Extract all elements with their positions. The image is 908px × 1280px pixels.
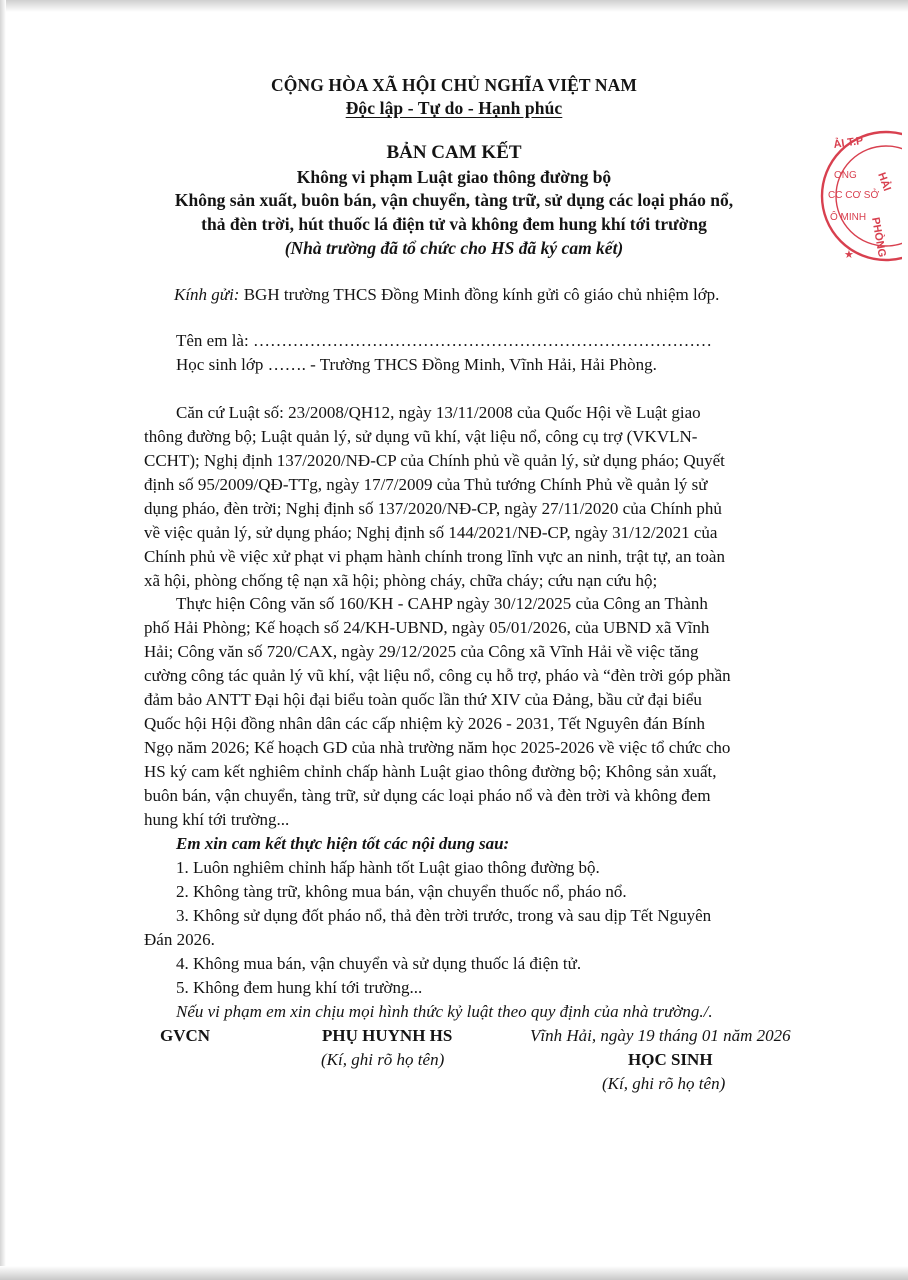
commitment-closing: Nếu vi phạm em xin chịu mọi hình thức kỷ luật theo quy định của nhà trường./. xyxy=(176,1002,713,1021)
body-para1-line: định số 95/2009/QĐ-TTg, ngày 17/7/2009 của Thủ tướng Chính Phủ về quản lý sử xyxy=(144,475,708,494)
stamp-text-inner-1: ONG xyxy=(834,170,857,181)
body-para2-line: hung khí tới trường... xyxy=(144,810,290,829)
stamp-text-right-2: PHÒNG xyxy=(869,216,888,259)
stamp-text-inner-3: Ô MINH xyxy=(830,212,867,223)
document-title: BẢN CAM KẾT xyxy=(386,142,522,163)
commitment-item-continued: Đán 2026. xyxy=(144,930,215,949)
commitment-item: 3. Không sử dụng đốt pháo nổ, thả đèn trời trước, trong và sau dịp Tết Nguyên xyxy=(176,906,712,925)
address-label: Kính gửi: xyxy=(174,285,240,304)
signature-parent-label: PHỤ HUYNH HS xyxy=(322,1026,453,1045)
commitment-item: 1. Luôn nghiêm chỉnh hấp hành tốt Luật giao thông đường bộ. xyxy=(176,858,600,877)
scan-edge-top xyxy=(0,0,908,12)
body-para2-line: HS ký cam kết nghiêm chỉnh chấp hành Luật giao thông đường bộ; Không sản xuất, xyxy=(144,762,717,781)
body-para1-line: dụng pháo, đèn trời; Nghị định số 137/2020/NĐ-CP, ngày 27/11/2020 của Chính phủ xyxy=(144,499,722,518)
stamp-seal-icon xyxy=(812,126,902,268)
signature-parent-note: (Kí, ghi rõ họ tên) xyxy=(321,1050,445,1069)
stamp-text-top: ẢI T.P xyxy=(832,134,865,151)
commitment-item: 5. Không đem hung khí tới trường... xyxy=(176,978,423,997)
title-line-3: thả đèn trời, hút thuốc lá điện tử và không đem hung khí tới trường xyxy=(201,214,707,234)
signature-place-date: Vĩnh Hải, ngày 19 tháng 01 năm 2026 xyxy=(530,1026,791,1045)
stamp-star-icon: ★ xyxy=(844,249,854,261)
address-line xyxy=(174,284,719,306)
body-para2-line: Hải; Công văn số 720/CAX, ngày 29/12/2025 của Công xã Vĩnh Hải về việc tăng xyxy=(144,642,699,661)
official-stamp xyxy=(812,126,902,268)
commitment-heading: Em xin cam kết thực hiện tốt các nội dung sau: xyxy=(176,834,510,853)
body-para2-line: Thực hiện Công văn số 160/KH - CAHP ngày 30/12/2025 của Công an Thành xyxy=(176,594,708,613)
commitment-item: 4. Không mua bán, vận chuyển và sử dụng thuốc lá điện tử. xyxy=(176,954,582,973)
commitment-item: 2. Không tàng trữ, không mua bán, vận chuyển thuốc nổ, pháo nổ. xyxy=(176,882,627,901)
body-para1-line: Căn cứ Luật số: 23/2008/QH12, ngày 13/11/2008 của Quốc Hội về Luật giao xyxy=(176,403,701,422)
signature-teacher-label: GVCN xyxy=(160,1026,211,1045)
student-class-line: Học sinh lớp ……. - Trường THCS Đồng Minh, Vĩnh Hải, Hải Phòng. xyxy=(176,355,657,374)
national-motto-text: Độc lập - Tự do - Hạnh phúc xyxy=(345,98,563,118)
title-note: (Nhà trường đã tổ chức cho HS đã ký cam kết) xyxy=(284,238,624,258)
scan-edge-bottom xyxy=(0,1266,908,1280)
body-para2-line: Ngọ năm 2026; Kế hoạch GD của nhà trường năm học 2025-2026 về việc tổ chức cho xyxy=(144,738,731,757)
body-para2-line: đảm bảo ANTT Đại hội đại biểu toàn quốc lần thứ XIV của Đảng, bầu cử đại biểu xyxy=(144,690,702,709)
national-title: CỘNG HÒA XÃ HỘI CHỦ NGHĨA VIỆT NAM xyxy=(271,75,637,95)
title-line-2: Không sản xuất, buôn bán, vận chuyển, tàng trữ, sử dụng các loại pháo nổ, xyxy=(174,190,734,210)
address-text: BGH trường THCS Đồng Minh đồng kính gửi cô giáo chủ nhiệm lớp. xyxy=(243,285,720,304)
body-para2-line: cường công tác quản lý vũ khí, vật liệu nổ, công cụ hỗ trợ, pháo và “đèn trời góp phần xyxy=(144,666,731,685)
stamp-text-inner-2: CC CƠ SỞ xyxy=(828,190,880,201)
body-para2-line: phố Hải Phòng; Kế hoạch số 24/KH-UBND, ngày 05/01/2026, của UBND xã Vĩnh xyxy=(144,618,710,637)
signature-student-label: HỌC SINH xyxy=(628,1050,713,1069)
body-para1-line: CCHT); Nghị định 137/2020/NĐ-CP của Chính phủ về quản lý, sử dụng pháo; Quyết xyxy=(144,451,725,470)
body-para2-line: Quốc hội Hội đồng nhân dân các cấp nhiệm kỳ 2026 - 2031, Tết Nguyên đán Bính xyxy=(144,714,706,733)
title-line-1: Không vi phạm Luật giao thông đường bộ xyxy=(296,167,612,187)
body-para1-line: Chính phủ về việc xử phạt vi phạm hành chính trong lĩnh vực an ninh, trật tự, an toàn xyxy=(144,547,725,566)
body-para1-line: về việc quản lý, sử dụng pháo; Nghị định số 144/2021/NĐ-CP, ngày 31/12/2021 của xyxy=(144,523,718,542)
body-para1-line: xã hội, phòng chống tệ nạn xã hội; phòng cháy, chữa cháy; cứu nạn cứu hộ; xyxy=(144,571,658,590)
student-name-line: Tên em là: ……………………………………………………………………… xyxy=(176,331,712,350)
body-para2-line: buôn bán, vận chuyển, tàng trữ, sử dụng các loại pháo nổ và đèn trời và không đem xyxy=(144,786,711,805)
body-para1-line: thông đường bộ; Luật quản lý, sử dụng vũ khí, vật liệu nổ, công cụ trợ (VKVLN- xyxy=(144,427,698,446)
national-motto xyxy=(0,97,908,119)
stamp-text-right-1: HẢI xyxy=(875,170,893,193)
signature-student-note: (Kí, ghi rõ họ tên) xyxy=(602,1074,726,1093)
